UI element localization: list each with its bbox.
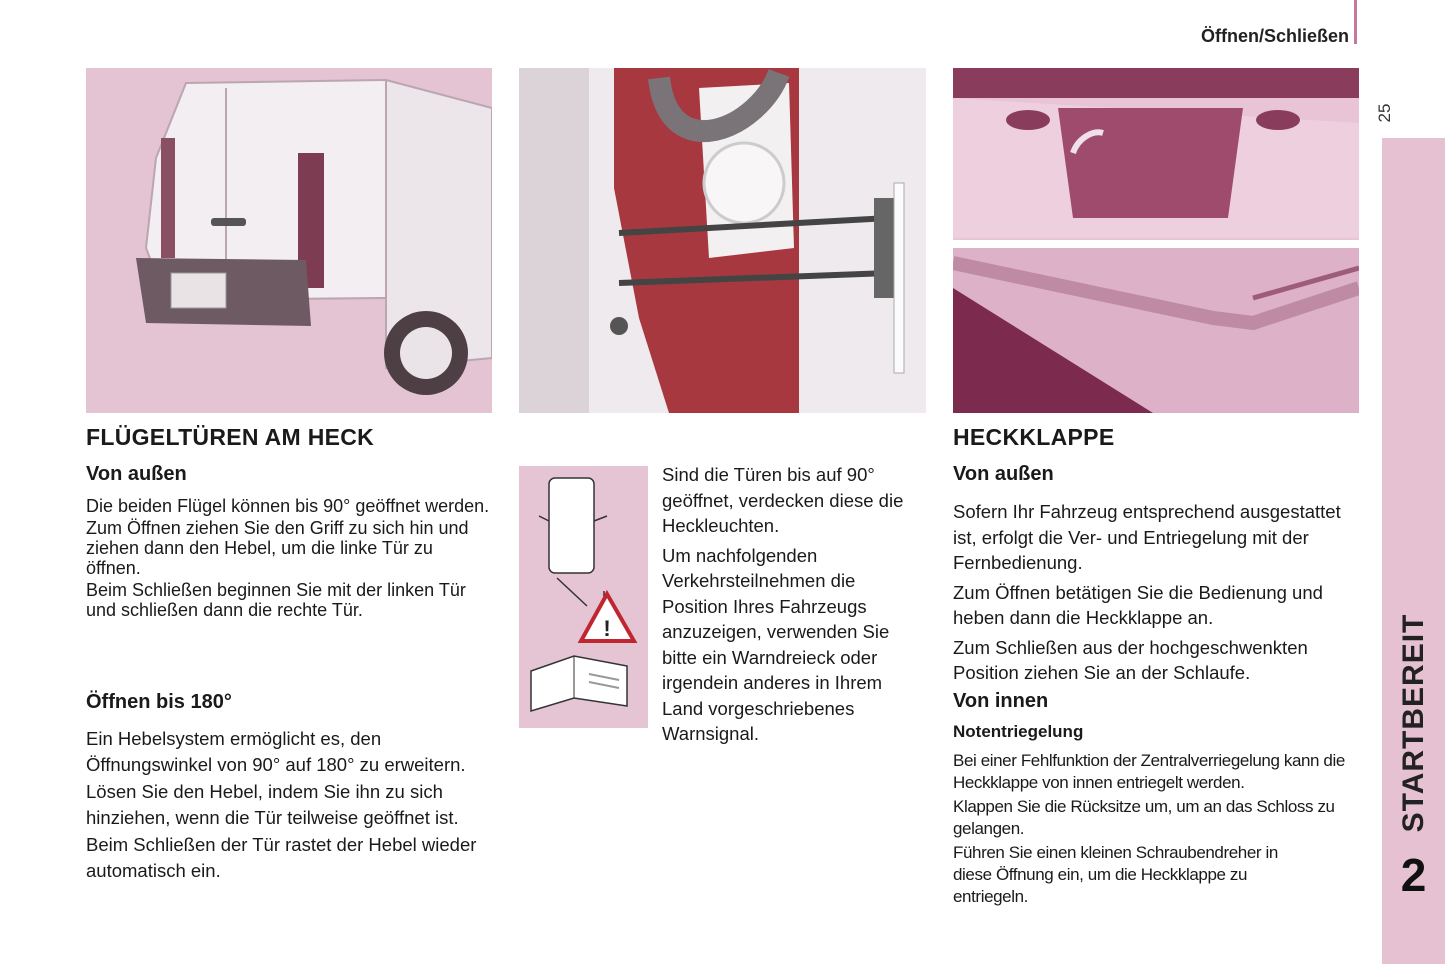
subheading-notentriegelung: Notentriegelung <box>953 722 1084 741</box>
paragraph: Lösen Sie den Hebel, indem Sie ihn zu sich hinziehen, wenn die Tür teilweise geöffnet ist. <box>86 781 459 828</box>
heckklappe-aussen-instructions <box>953 499 1359 690</box>
subheading-von-aussen: Von außen <box>86 463 187 485</box>
page-number: 25 <box>1375 103 1394 123</box>
chapter-sidebar <box>1382 138 1445 964</box>
van-rear-doors-illustration <box>86 68 492 413</box>
paragraph: Beim Schließen beginnen Sie mit der linken Tür und schließen dann die rechte Tür. <box>86 580 466 620</box>
warning-text <box>662 462 926 751</box>
subheading-von-innen: Von innen <box>953 690 1049 712</box>
paragraph: Führen Sie einen kleinen Schraubendreher in diese Öffnung ein, um die Heckklappe zu entriegeln. <box>953 843 1278 906</box>
paragraph: Um nachfolgenden Verkehrsteilnehmen die Position Ihres Fahrzeugs anzuzeigen, verwenden Sie bitte ein Warndreieck oder irgendein anderes in Ihrem Land vorgeschriebenes Warnsignal. <box>662 544 890 744</box>
paragraph: Zum Schließen aus der hochgeschwenkten Position ziehen Sie an der Schlaufe. <box>953 636 1308 683</box>
section-title: Öffnen/Schließen <box>1200 26 1349 46</box>
heading-fluegeltueren: FLÜGELTÜREN AM HECK <box>86 424 375 450</box>
fluegeltueren-instructions <box>86 496 492 622</box>
chapter-title: STARTBEREIT <box>1396 613 1430 832</box>
header-divider <box>1354 0 1357 44</box>
warning-triangle-pictogram <box>519 466 648 728</box>
paragraph: Zum Öffnen ziehen Sie den Griff zu sich hin und ziehen dann den Hebel, um die linke Tür zu öffnen. <box>86 518 469 578</box>
paragraph: Beim Schließen der Tür rastet der Hebel wieder automatisch ein. <box>86 834 477 881</box>
oeffnen-180-instructions <box>86 726 492 885</box>
door-hinge-lights-illustration <box>519 68 926 413</box>
subheading-von-aussen-heckklappe: Von außen <box>953 463 1054 485</box>
heading-heckklappe: HECKKLAPPE <box>953 424 1115 450</box>
chapter-number: 2 <box>1400 849 1427 901</box>
paragraph: Zum Öffnen betätigen Sie die Bedienung und heben dann die Heckklappe an. <box>953 581 1323 628</box>
paragraph: Ein Hebelsystem ermöglicht es, den Öffnungswinkel von 90° auf 180° zu erweitern. <box>86 728 466 775</box>
tailgate-lock-illustration <box>953 68 1359 413</box>
paragraph: Bei einer Fehlfunktion der Zentralverriegelung kann die Heckklappe von innen entriegelt werden. <box>953 751 1345 792</box>
paragraph: Klappen Sie die Rücksitze um, um an das Schloss zu gelangen. <box>953 797 1335 838</box>
paragraph: Die beiden Flügel können bis 90° geöffnet werden. <box>86 496 490 516</box>
paragraph: Sind die Türen bis auf 90° geöffnet, verdecken diese die Heckleuchten. <box>662 464 904 536</box>
paragraph: Sofern Ihr Fahrzeug entsprechend ausgestattet ist, erfolgt die Ver- und Entriegelung mit der Fernbedienung. <box>953 501 1341 573</box>
subheading-oeffnen-180: Öffnen bis 180° <box>86 691 232 713</box>
svg-text:!: ! <box>603 616 611 641</box>
notentriegelung-instructions <box>953 750 1359 910</box>
